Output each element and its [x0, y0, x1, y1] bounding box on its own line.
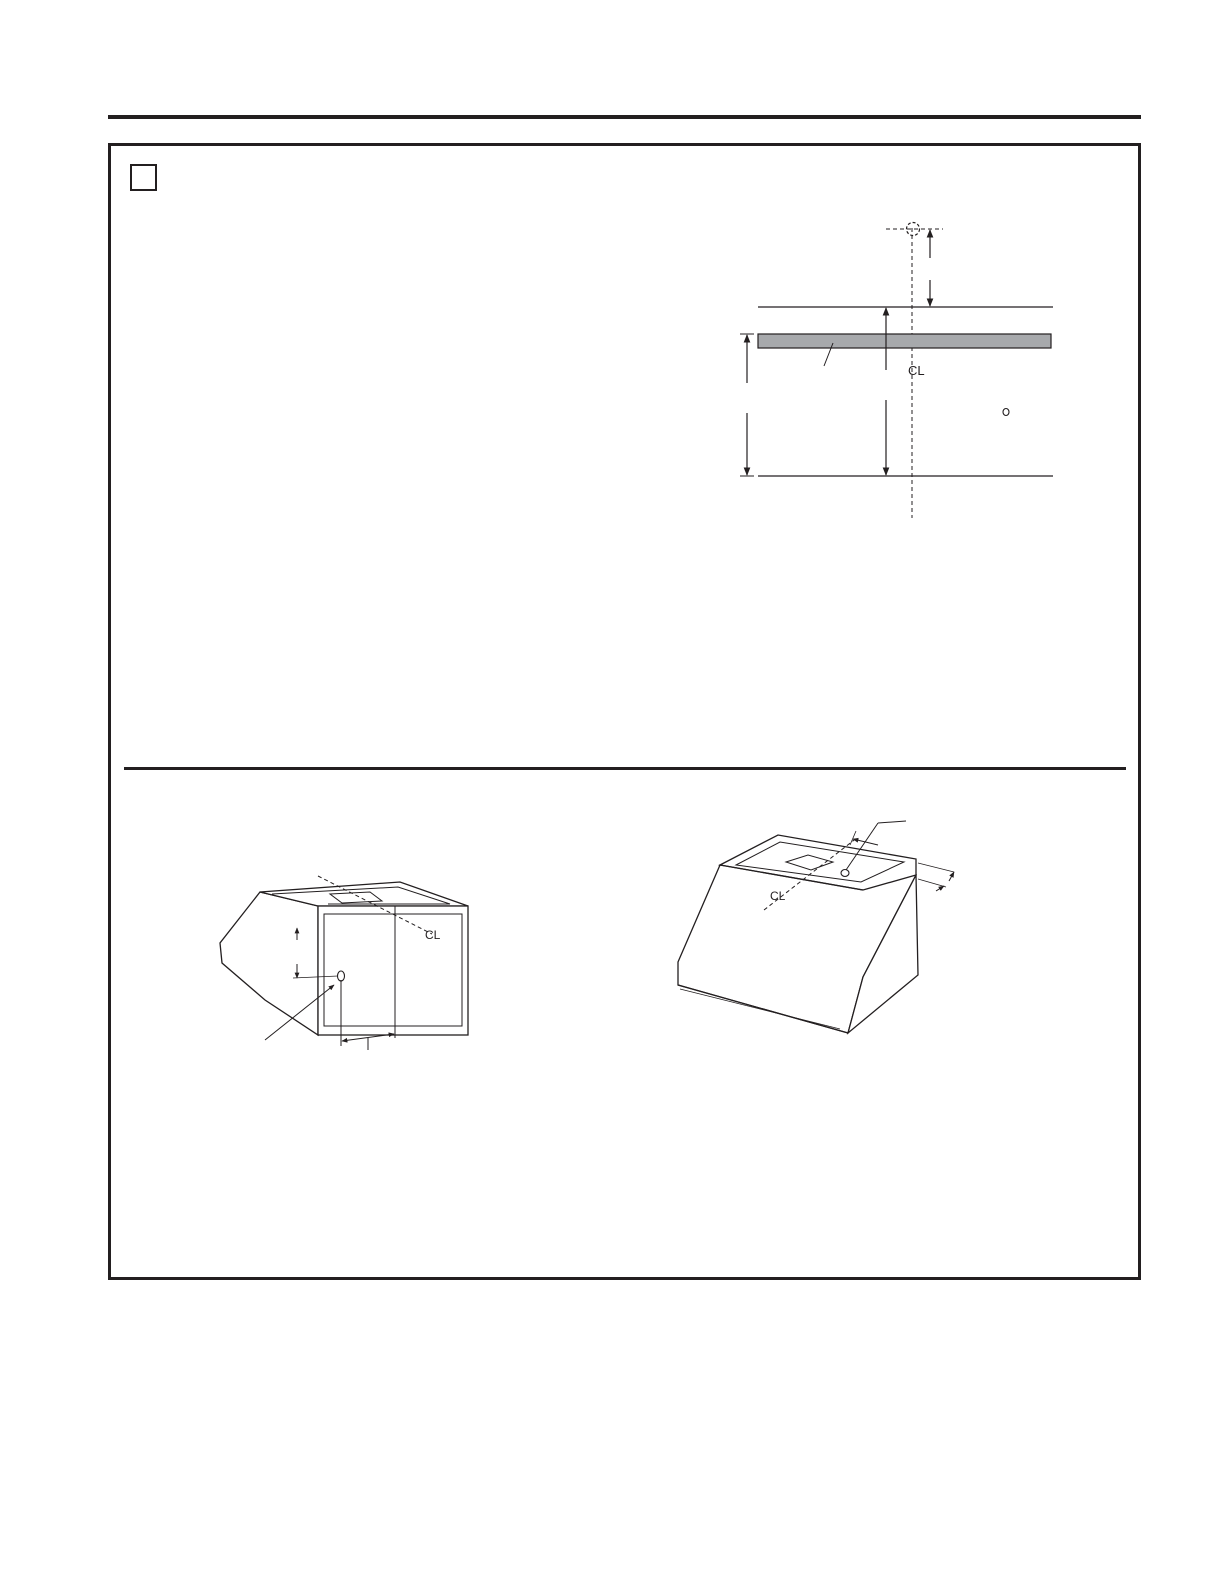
outlet-symbol: [1003, 409, 1009, 416]
hood-rear-side-dimension-lower: [918, 879, 946, 887]
wall-elevation-diagram: [738, 218, 1068, 523]
hood-front-svg: [210, 870, 485, 1055]
section-divider: [124, 767, 1126, 770]
step-checkbox: [130, 164, 157, 191]
hood-rear-side-dimension-arrow-bottom: [936, 886, 944, 891]
hood-rear-side-dimension-arrow-top: [949, 872, 954, 881]
hood-top-rear-svg: [668, 815, 968, 1040]
hood-front-view: [210, 870, 485, 1055]
wall-elevation-svg: [738, 218, 1068, 523]
hood-rear-top-dimension: [853, 839, 878, 845]
cabinet-bar: [758, 334, 1051, 348]
hood-front-centerline-symbol: CL: [425, 928, 441, 942]
hood-rear-hole-leader: [878, 821, 906, 823]
hood-top-rear-view: [668, 815, 968, 1040]
hood-rear-top-dimension-tick: [850, 831, 856, 845]
hood-rear-side-dimension-upper: [918, 863, 954, 872]
header-rule: [108, 115, 1141, 119]
centerline-symbol: CL: [908, 363, 925, 378]
hood-rear-centerline-symbol: CL: [770, 889, 786, 903]
hood-side-panel: [220, 892, 318, 1035]
